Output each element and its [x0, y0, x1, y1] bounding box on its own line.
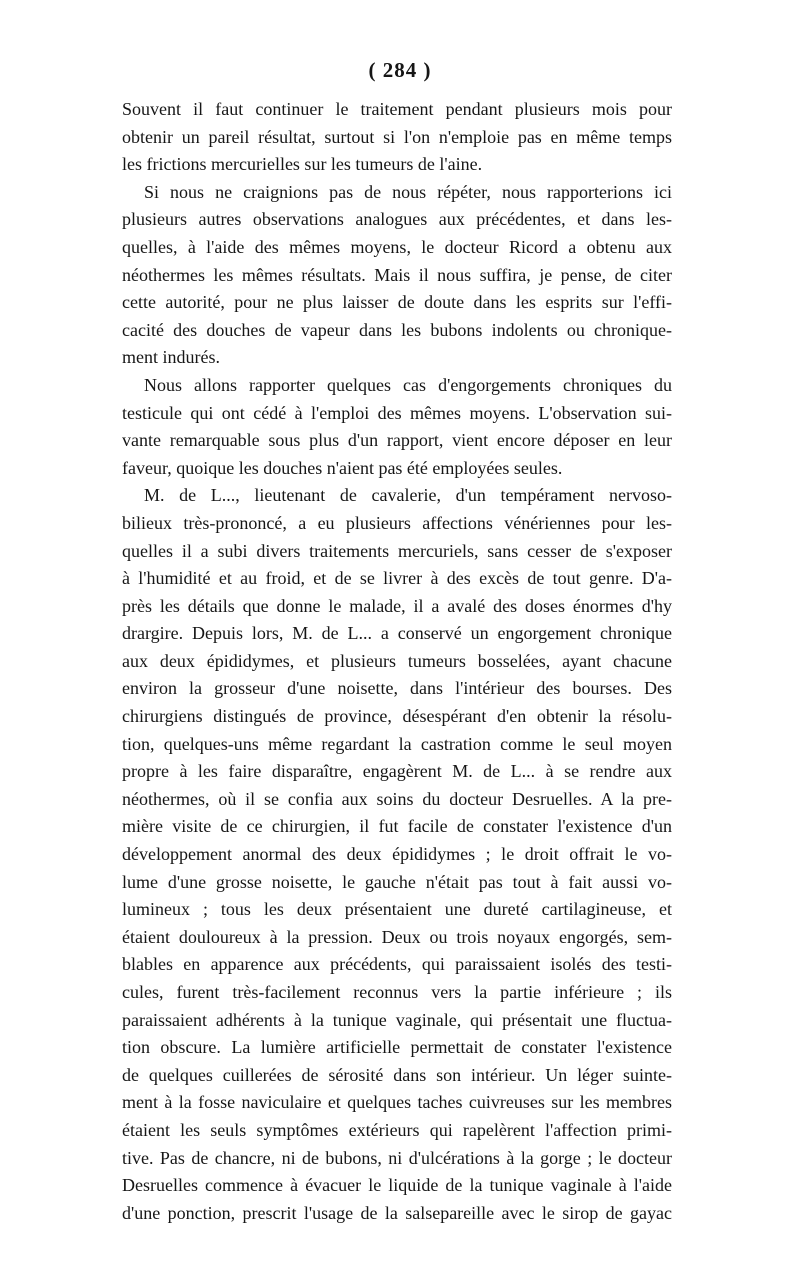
text-line: tion, quelques-uns même regardant la castration comme le seul moyen — [122, 733, 672, 754]
body-text — [122, 96, 672, 1227]
text-line: faveur, quoique les douches n'aient pas été employées seules. — [122, 457, 563, 478]
text-line: étaient douloureux à la pression. Deux ou trois noyaux engorgés, sem- — [122, 926, 672, 947]
text-line: blables en apparence aux précédents, qui paraissaient isolés des testi- — [122, 954, 672, 975]
text-line: Nous allons rapporter quelques cas d'engorgements chroniques du — [144, 374, 672, 395]
text-line: lume d'une grosse noisette, le gauche n'était pas tout à fait aussi vo- — [122, 871, 672, 892]
text-line: cules, furent très-facilement reconnus vers la partie inférieure ; ils — [122, 982, 672, 1002]
text-line: de quelques cuillerées de sérosité dans son intérieur. Un léger suinte- — [122, 1064, 672, 1085]
text-line: tion obscure. La lumière artificielle permettait de constater l'existence — [122, 1037, 672, 1058]
text-line: néothermes, où il se confia aux soins du docteur Desruelles. A la pre- — [122, 788, 672, 809]
text-line: néothermes les mêmes résultats. Mais il nous suffira, je pense, de citer — [122, 264, 672, 285]
text-line: d'une ponction, prescrit l'usage de la salsepareille avec le sirop de gayac — [122, 1202, 672, 1223]
text-line: lumineux ; tous les deux présentaient une dureté cartilagineuse, et — [122, 899, 672, 920]
text-line: mière visite de ce chirurgien, il fut facile de constater l'existence d'un — [122, 816, 672, 837]
text-line: ment à la fosse naviculaire et quelques taches cuivreuses sur les membres — [122, 1092, 672, 1113]
text-line: plusieurs autres observations analogues aux précédentes, et dans les- — [122, 209, 672, 230]
text-line: obtenir un pareil résultat, surtout si l'on n'emploie pas en même temps — [122, 126, 672, 147]
text-line: Desruelles commence à évacuer le liquide de la tunique vaginale à l'aide — [122, 1175, 672, 1196]
page-number: ( 284 ) — [368, 58, 432, 82]
text-line: Souvent il faut continuer le traitement pendant plusieurs mois pour — [122, 99, 672, 119]
text-line: Si nous ne craignions pas de nous répéter, nous rapporterions ici — [144, 181, 672, 202]
text-line: vante remarquable sous plus d'un rapport, vient encore déposer en leur — [122, 430, 672, 451]
text-line: quelles, à l'aide des mêmes moyens, le docteur Ricord a obtenu aux — [122, 236, 672, 257]
text-line: cette autorité, pour ne plus laisser de doute dans les esprits sur l'effi- — [122, 292, 672, 313]
text-line: propre à les faire disparaître, engagèrent M. de L... à se rendre aux — [122, 761, 672, 782]
text-line: drargire. Depuis lors, M. de L... a conservé un engorgement chronique — [122, 623, 672, 644]
text-line: bilieux très-prononcé, a eu plusieurs affections vénériennes pour les- — [122, 512, 672, 533]
text-line: ment indurés. — [122, 347, 220, 368]
text-line: quelles il a subi divers traitements mercuriels, sans cesser de s'exposer — [122, 540, 672, 561]
text-line: tive. Pas de chancre, ni de bubons, ni d'ulcérations à la gorge ; le docteur — [122, 1147, 672, 1168]
text-line: paraissaient adhérents à la tunique vaginale, qui présentait une fluctua- — [122, 1009, 672, 1030]
text-line: environ la grosseur d'une noisette, dans l'intérieur des bourses. Des — [122, 678, 672, 699]
text-line: étaient les seuls symptômes extérieurs qui rapelèrent l'affection primi- — [122, 1119, 672, 1140]
text-line: les frictions mercurielles sur les tumeurs de l'aine. — [122, 154, 483, 175]
text-line: testicule qui ont cédé à l'emploi des mêmes moyens. L'observation sui- — [122, 402, 672, 423]
text-line: M. de L..., lieutenant de cavalerie, d'un tempérament nervoso- — [144, 485, 672, 506]
text-line: aux deux épididymes, et plusieurs tumeurs bosselées, ayant chacune — [122, 650, 672, 671]
text-line: cacité des douches de vapeur dans les bubons indolents ou chronique- — [122, 319, 672, 340]
text-line: à l'humidité et au froid, et de se livrer à des excès de tout genre. D'a- — [122, 568, 672, 589]
text-line: développement anormal des deux épididymes ; le droit offrait le vo- — [122, 844, 672, 865]
text-line: près les détails que donne le malade, il a avalé des doses énormes d'hy — [122, 595, 672, 616]
text-line: chirurgiens distingués de province, désespérant d'en obtenir la résolu- — [122, 706, 672, 727]
